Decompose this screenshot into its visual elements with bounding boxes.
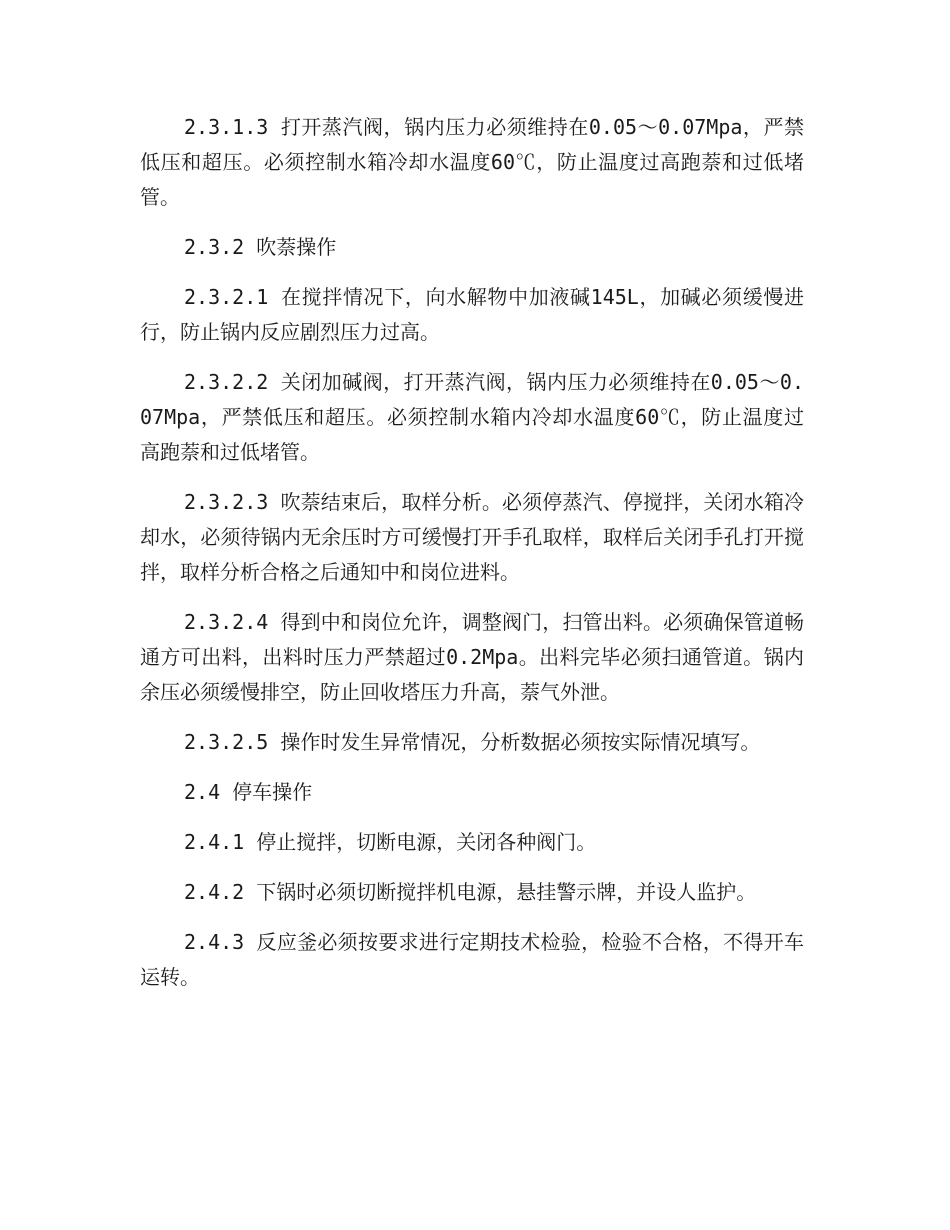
paragraph-2-3-1-3: 2.3.1.3 打开蒸汽阀，锅内压力必须维持在0.05～0.07Mpa，严禁低压和超压。必须控制水箱冷却水温度60℃，防止温度过高跑萘和过低堵管。 [140, 115, 804, 209]
paragraph-2-3-2-4: 2.3.2.4 得到中和岗位允许，调整阀门，扫管出料。必须确保管道畅通方可出料，出料时压力严禁超过0.2Mpa。出料完毕必须扫通管道。锅内余压必须缓慢排空，防止回收塔压力升高，萘气外泄。 [140, 610, 804, 704]
paragraph-2-4-3: 2.4.3 反应釜必须按要求进行定期技术检验，检验不合格，不得开车运转。 [140, 930, 804, 989]
heading-2-3-2: 2.3.2 吹萘操作 [184, 235, 337, 259]
paragraph-2-3-2-5: 2.3.2.5 操作时发生异常情况，分析数据必须按实际情况填写。 [184, 730, 761, 754]
paragraph-2-3-2-3: 2.3.2.3 吹萘结束后，取样分析。必须停蒸汽、停搅拌，关闭水箱冷却水，必须待锅内无余压时方可缓慢打开手孔取样，取样后关闭手孔打开搅拌，取样分析合格之后通知中和岗位进料。 [140, 490, 804, 584]
paragraph-2-4-1: 2.4.1 停止搅拌，切断电源，关闭各种阀门。 [184, 830, 597, 854]
heading-2-4: 2.4 停车操作 [184, 780, 313, 804]
paragraph-2-3-2-1: 2.3.2.1 在搅拌情况下，向水解物中加液碱145L，加碱必须缓慢进行，防止锅内反应剧烈压力过高。 [140, 285, 804, 344]
paragraph-2-3-2-2: 2.3.2.2 关闭加碱阀，打开蒸汽阀，锅内压力必须维持在0.05～0.07Mpa，严禁低压和超压。必须控制水箱内冷却水温度60℃，防止温度过高跑萘和过低堵管。 [140, 370, 804, 464]
paragraph-2-4-2: 2.4.2 下锅时必须切断搅拌机电源，悬挂警示牌，并设人监护。 [184, 880, 757, 904]
document-page [140, 110, 804, 1010]
